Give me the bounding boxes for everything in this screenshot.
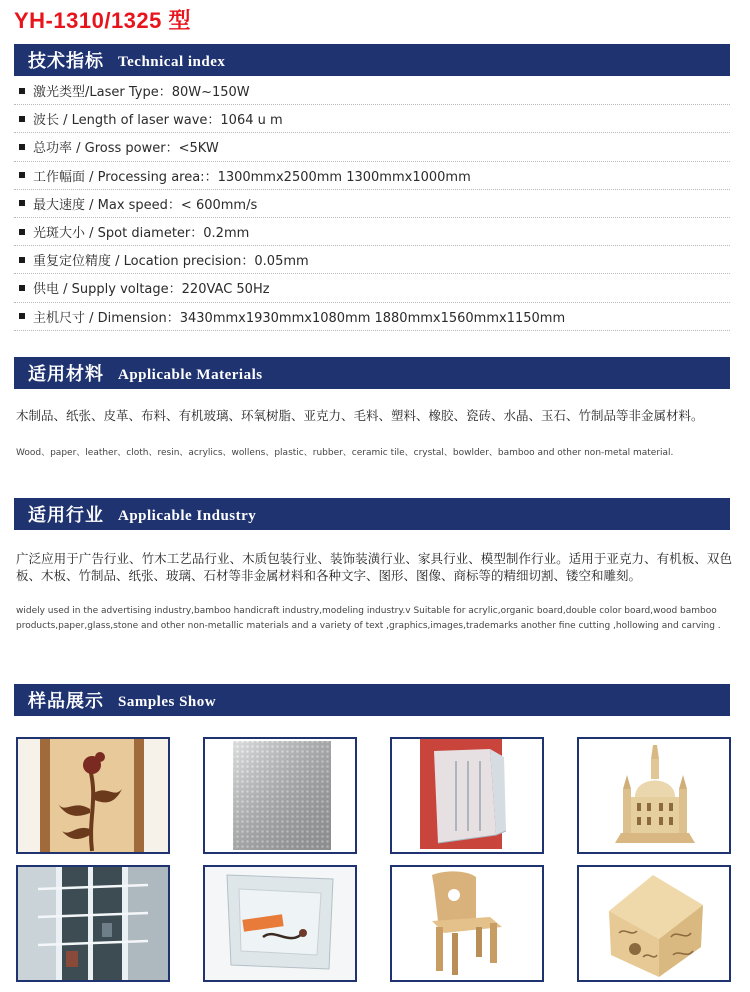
- sample-photo-mesh-sheet: [203, 737, 357, 854]
- sample-photo-wood-birdhouse: [577, 865, 731, 982]
- section-header-materials: [14, 357, 730, 389]
- spec-item: 总功率 / Gross power：<5KW: [14, 133, 730, 161]
- bullet-icon: [19, 88, 25, 94]
- sample-photo-wood-cathedral: [577, 737, 731, 854]
- spec-item: 主机尺寸 / Dimension：3430mmx1930mmx1080mm 1880mmx1560mmx1150mm: [14, 303, 730, 331]
- industry-text-cn: 广泛应用于广告行业、竹木工艺品行业、木质包装行业、装饰装潢行业、家具行业、模型制作行业。适用于亚克力、有机板、双色板、木板、竹制品、纸张、玻璃、石材等非金属材料和各种文字、图形、图像、商标等的精细切割、镂空和雕刻。: [16, 551, 732, 583]
- bullet-icon: [19, 257, 25, 263]
- sample-gallery: [16, 737, 732, 982]
- materials-text-en: Wood、paper、leather、cloth、resin、acrylics、wollens、plastic、rubber、ceramic tile、crystal、bowlder、bamboo and other non-metal material.: [16, 448, 674, 458]
- section-header-technical: [14, 44, 730, 76]
- spec-item: 激光类型/Laser Type：80W~150W: [14, 77, 730, 105]
- sample-photo-wood-chair: [390, 865, 544, 982]
- bullet-icon: [19, 200, 25, 206]
- spec-item: 重复定位精度 / Location precision：0.05mm: [14, 246, 730, 274]
- spec-list: [14, 77, 730, 331]
- section-title-cn: 技术指标: [28, 51, 104, 72]
- section-title-en: Applicable Industry: [118, 507, 257, 524]
- bullet-icon: [19, 172, 25, 178]
- sample-photo-acrylic-case: [203, 865, 357, 982]
- bullet-icon: [19, 229, 25, 235]
- section-title-cn: 适用材料: [28, 364, 104, 385]
- sample-photo-glass-shelves: [16, 865, 170, 982]
- section-title-en: Applicable Materials: [118, 366, 263, 383]
- section-title-cn: 适用行业: [28, 505, 104, 526]
- page-title: YH-1310/1325 型: [14, 8, 191, 33]
- spec-item: 最大速度 / Max speed：< 600mm/s: [14, 190, 730, 218]
- section-header-industry: [14, 498, 730, 530]
- section-title-en: Technical index: [118, 53, 226, 70]
- sample-photo-wood-inlay: [16, 737, 170, 854]
- bullet-icon: [19, 116, 25, 122]
- section-header-samples: [14, 684, 730, 716]
- bullet-icon: [19, 144, 25, 150]
- spec-item: 工作幅面 / Processing area:：1300mmx2500mm 1300mmx1000mm: [14, 162, 730, 190]
- section-title-cn: 样品展示: [28, 691, 104, 712]
- materials-text-cn: 木制品、纸张、皮革、布料、有机玻璃、环氧树脂、亚克力、毛料、塑料、橡胶、瓷砖、水晶、玉石、竹制品等非金属材料。: [16, 408, 704, 423]
- spec-item: 波长 / Length of laser wave：1064 u m: [14, 105, 730, 133]
- bullet-icon: [19, 313, 25, 319]
- sample-photo-acrylic-box: [390, 737, 544, 854]
- spec-item: 光斑大小 / Spot diameter：0.2mm: [14, 218, 730, 246]
- section-title-en: Samples Show: [118, 693, 217, 710]
- bullet-icon: [19, 285, 25, 291]
- industry-text-en: widely used in the advertising industry,bamboo handicraft industry,modeling industry.v Suitable for acrylic,organic board,double color board,wood bamboo products,paper,glass,stone and other non-metallic materials and a variety of text ,graphics,images,trademarks another fine cutting ,hollowing and carving .: [16, 606, 721, 631]
- spec-item: 供电 / Supply voltage：220VAC 50Hz: [14, 274, 730, 302]
